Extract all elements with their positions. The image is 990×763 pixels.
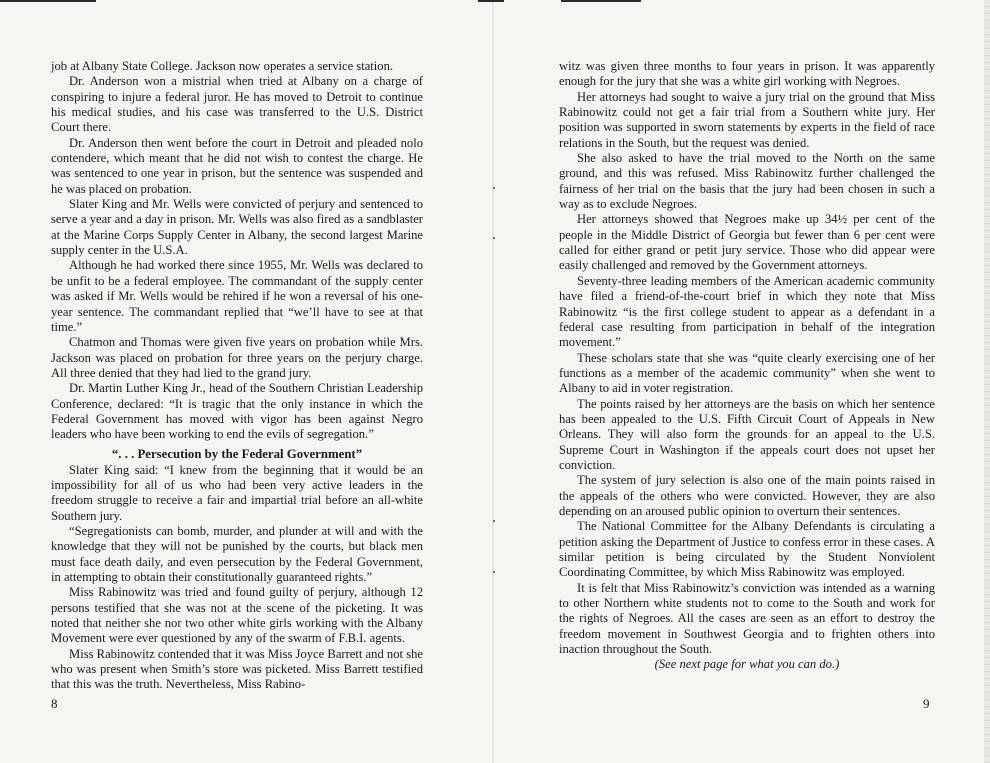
paragraph: The system of jury selection is also one of the main points raised in the appeals of the others who were convicted. However, they are also depending on an aroused public opinion to overturn their sentences. <box>559 473 935 518</box>
page-edge <box>984 0 990 763</box>
left-page-text <box>51 59 423 693</box>
paragraph: Her attorneys showed that Negroes make up 34½ per cent of the people in the Middle District of Georgia but fewer than 6 per cent were called for either grand or petit jury service. Those who did appear were easily challenged and removed by the Government attorneys. <box>559 212 935 273</box>
paragraph: Chatmon and Thomas were given five years on probation while Mrs. Jackson was placed on probation for three years on the perjury charge. All three denied that they had lied to the grand jury. <box>51 335 423 380</box>
paragraph: Seventy-three leading members of the American academic community have filed a friend-of-the-court brief in which they note that Miss Rabinowitz “is the first college student to appear as a defendant in a federal case resulting from participation in behalf of the integration movement.” <box>559 273 935 350</box>
paragraph: Slater King said: “I knew from the beginning that it would be an impossibility for all of us who had been very active leaders in the freedom struggle to receive a fair and impartial trial before an all-white Southern jury. <box>51 462 423 523</box>
paragraph: witz was given three months to four years in prison. It was apparently enough for the jury that she was a white girl working with Negroes. <box>559 59 935 89</box>
paragraph: Her attorneys had sought to waive a jury trial on the ground that Miss Rabinowitz could not get a fair trial from a Southern white jury. Her position was supported in sworn statements by experts in the field of race relations in the South, but the request was denied. <box>559 89 935 150</box>
section-heading: “. . . Persecution by the Federal Government” <box>111 446 363 461</box>
paragraph: Slater King and Mr. Wells were convicted of perjury and sentenced to serve a year and a day in prison. Mr. Wells was also fired as a sandblaster at the Marine Corps Supply Center in Albany, the second largest Marine supply center in the U.S.A. <box>51 197 423 258</box>
page-number: 9 <box>923 696 930 711</box>
paragraph: Dr. Anderson won a mistrial when tried at Albany on a charge of conspiring to injure a federal juror. He has moved to Detroit to continue his medical studies, and his case was transferred to the U.S. District Court there. <box>51 74 423 135</box>
paragraph: She also asked to have the trial moved to the North on the same ground, and this was refused. Miss Rabinowitz further challenged the fairness of her trial on the basis that the jury had been chosen in such a way as to exclude Negroes. <box>559 151 935 212</box>
paragraph: These scholars state that she was “quite clearly exercising one of her functions as a member of the academic community” when she went to Albany to aid in voter registration. <box>559 350 935 396</box>
paragraph: “Segregationists can bomb, murder, and plunder at will and with the knowledge that they will not be punished by the courts, but black men must face death daily, and even persecution by the Federal Government, in attempting to obtain their constitutionally guaranteed rights.” <box>51 523 423 584</box>
closing-note: (See next page for what you can do.) <box>654 657 840 672</box>
right-page-text <box>559 59 935 673</box>
scan-edge-line <box>561 0 641 2</box>
paragraph: Although he had worked there since 1955, Mr. Wells was declared to be unfit to be a federal employee. The commandant of the supply center was asked if Mr. Wells would be rehired if he won a reversal of his one-year sentence. The commandant replied that “we’ll have to see at that time.” <box>51 258 423 334</box>
paragraph: The National Committee for the Albany Defendants is circulating a petition asking the Department of Justice to confess error in these cases. A similar petition is being circulated by the Student Nonviolent Coordinating Committee, by which Miss Rabinowitz was employed. <box>559 519 935 580</box>
scan-speck <box>493 571 495 573</box>
scan-edge-line <box>0 0 96 2</box>
paragraph: Miss Rabinowitz was tried and found guilty of perjury, although 12 persons testified that she was not at the scene of the picketing. It was noted that neither she nor two other white girls working with the Albany Movement were ever questioned by any of the swarm of F.B.I. agents. <box>51 585 423 646</box>
scan-speck <box>493 520 495 522</box>
page-number: 8 <box>51 696 58 711</box>
paragraph: The points raised by her attorneys are the basis on which her sentence has been appealed to the U.S. Fifth Circuit Court of Appeals in New Orleans. They will also form the grounds for an appeal to the U.S. Supreme Court in Washington if the appeals court does not upset her conviction. <box>559 396 935 472</box>
right-page <box>493 0 990 763</box>
paragraph: Miss Rabinowitz contended that it was Miss Joyce Barrett and not she who was present when Smith’s store was picketed. Miss Barrett testified that this was the truth. Nevertheless, Miss Rabino- <box>51 646 423 692</box>
scan-speck <box>493 237 495 239</box>
scan-speck <box>493 187 495 189</box>
paragraph: Dr. Anderson then went before the court in Detroit and pleaded nolo contendere, which meant that he did not wish to contest the charge. He was sentenced to one year in prison, but the sentence was suspended and he was placed on probation. <box>51 135 423 196</box>
paragraph: Dr. Martin Luther King Jr., head of the Southern Christian Leadership Conference, declared: “It is tragic that the only instance in which the Federal Government has moved with vigor has been against Negro leaders who have been working to end the evils of segregation.” <box>51 381 423 442</box>
paragraph: It is felt that Miss Rabinowitz’s conviction was intended as a warning to other Northern white students not to come to the South and work for the rights of Negroes. All the cases are seen as an effort to destroy the freedom movement in Southwest Georgia and to frighten others into inaction throughout the South. <box>559 580 935 657</box>
paragraph: job at Albany State College. Jackson now operates a service station. <box>51 59 394 73</box>
left-page <box>0 0 493 763</box>
